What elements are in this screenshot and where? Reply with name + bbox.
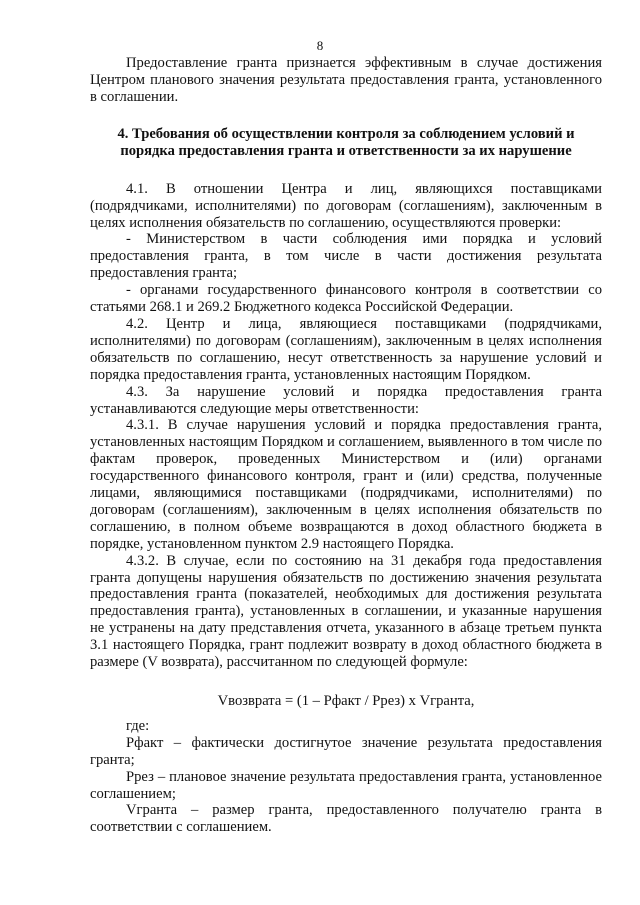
page-number: 8 — [316, 38, 324, 53]
paragraph-4-3-1: 4.3.1. В случае нарушения условий и порядка предоставления гранта, установленных настоящим Порядком и соглашением, выявленного в том числе по фактам проверок, проведенных Министерством и (или) органами государственного финансового контроля, грант и (или) средства, полученные лицами, являющимися поставщиками (подрядчиками, исполнителями) по договорам (соглашениям), заключенным в целях исполнения обязательств по соглашению, в полном объеме возвращаются в доход областного бюджета в порядке, установленном пунктом 2.9 настоящего Порядка. — [90, 417, 602, 552]
definition-rfact: Рфакт – фактически достигнутое значение результата предоставления гранта; — [90, 734, 602, 768]
paragraph-control-bodies: - органами государственного финансового контроля в соответствии со статьями 268.1 и 269.2 Бюджетного кодекса Российской Федерации. — [90, 282, 602, 316]
paragraph-ministry-checks: - Министерством в части соблюдения ими порядка и условий предоставления гранта, в том числе в части достижения результата предоставления гранта; — [90, 231, 602, 282]
definition-where: где: — [126, 717, 150, 734]
refund-formula: Vвозврата = (1 – Рфакт / Ррез) х Vгранта, — [217, 693, 475, 709]
section-heading: 4. Требования об осуществлении контроля за соблюдением условий и порядка предоставления гранта и ответственности за их нарушение — [117, 125, 575, 160]
definition-vgranta: Vгранта – размер гранта, предоставленного получателю гранта в соответствии с соглашением. — [90, 802, 602, 836]
paragraph-4-3: 4.3. За нарушение условий и порядка предоставления гранта устанавливаются следующие меры ответственности: — [90, 383, 602, 417]
paragraph-4-1: 4.1. В отношении Центра и лиц, являющихся поставщиками (подрядчиками, исполнителями) по договорам (соглашениям), заключенным в целях исполнения обязательств по соглашению, осуществляются проверки: — [90, 180, 602, 231]
document-body — [90, 55, 602, 836]
paragraph-4-2: 4.2. Центр и лица, являющиеся поставщиками (подрядчиками, исполнителями) по договорам (соглашениям), заключенным в целях исполнения обязательств по соглашению, несут ответственность за нарушение условий и порядка предоставления гранта, установленных настоящим Порядком. — [90, 315, 602, 383]
definition-rrez: Ррез – плановое значение результата предоставления гранта, установленное соглашением; — [90, 768, 602, 802]
intro-paragraph: Предоставление гранта признается эффективным в случае достижения Центром планового значения результата предоставления гранта, установленного в соглашении. — [90, 55, 602, 105]
paragraph-4-3-2: 4.3.2. В случае, если по состоянию на 31 декабря года предоставления гранта допущены нарушения обязательств по достижению значения результата предоставления гранта (показателей, необходимых для достижения результата предоставления гранта), установленных в соглашении, и указанные нарушения не устранены на дату представления отчета, указанного в абзаце третьем пункта 3.1 настоящего Порядка, грант подлежит возврату в доход областного бюджета в размере (V возврата), рассчитанном по следующей формуле: — [90, 552, 602, 671]
